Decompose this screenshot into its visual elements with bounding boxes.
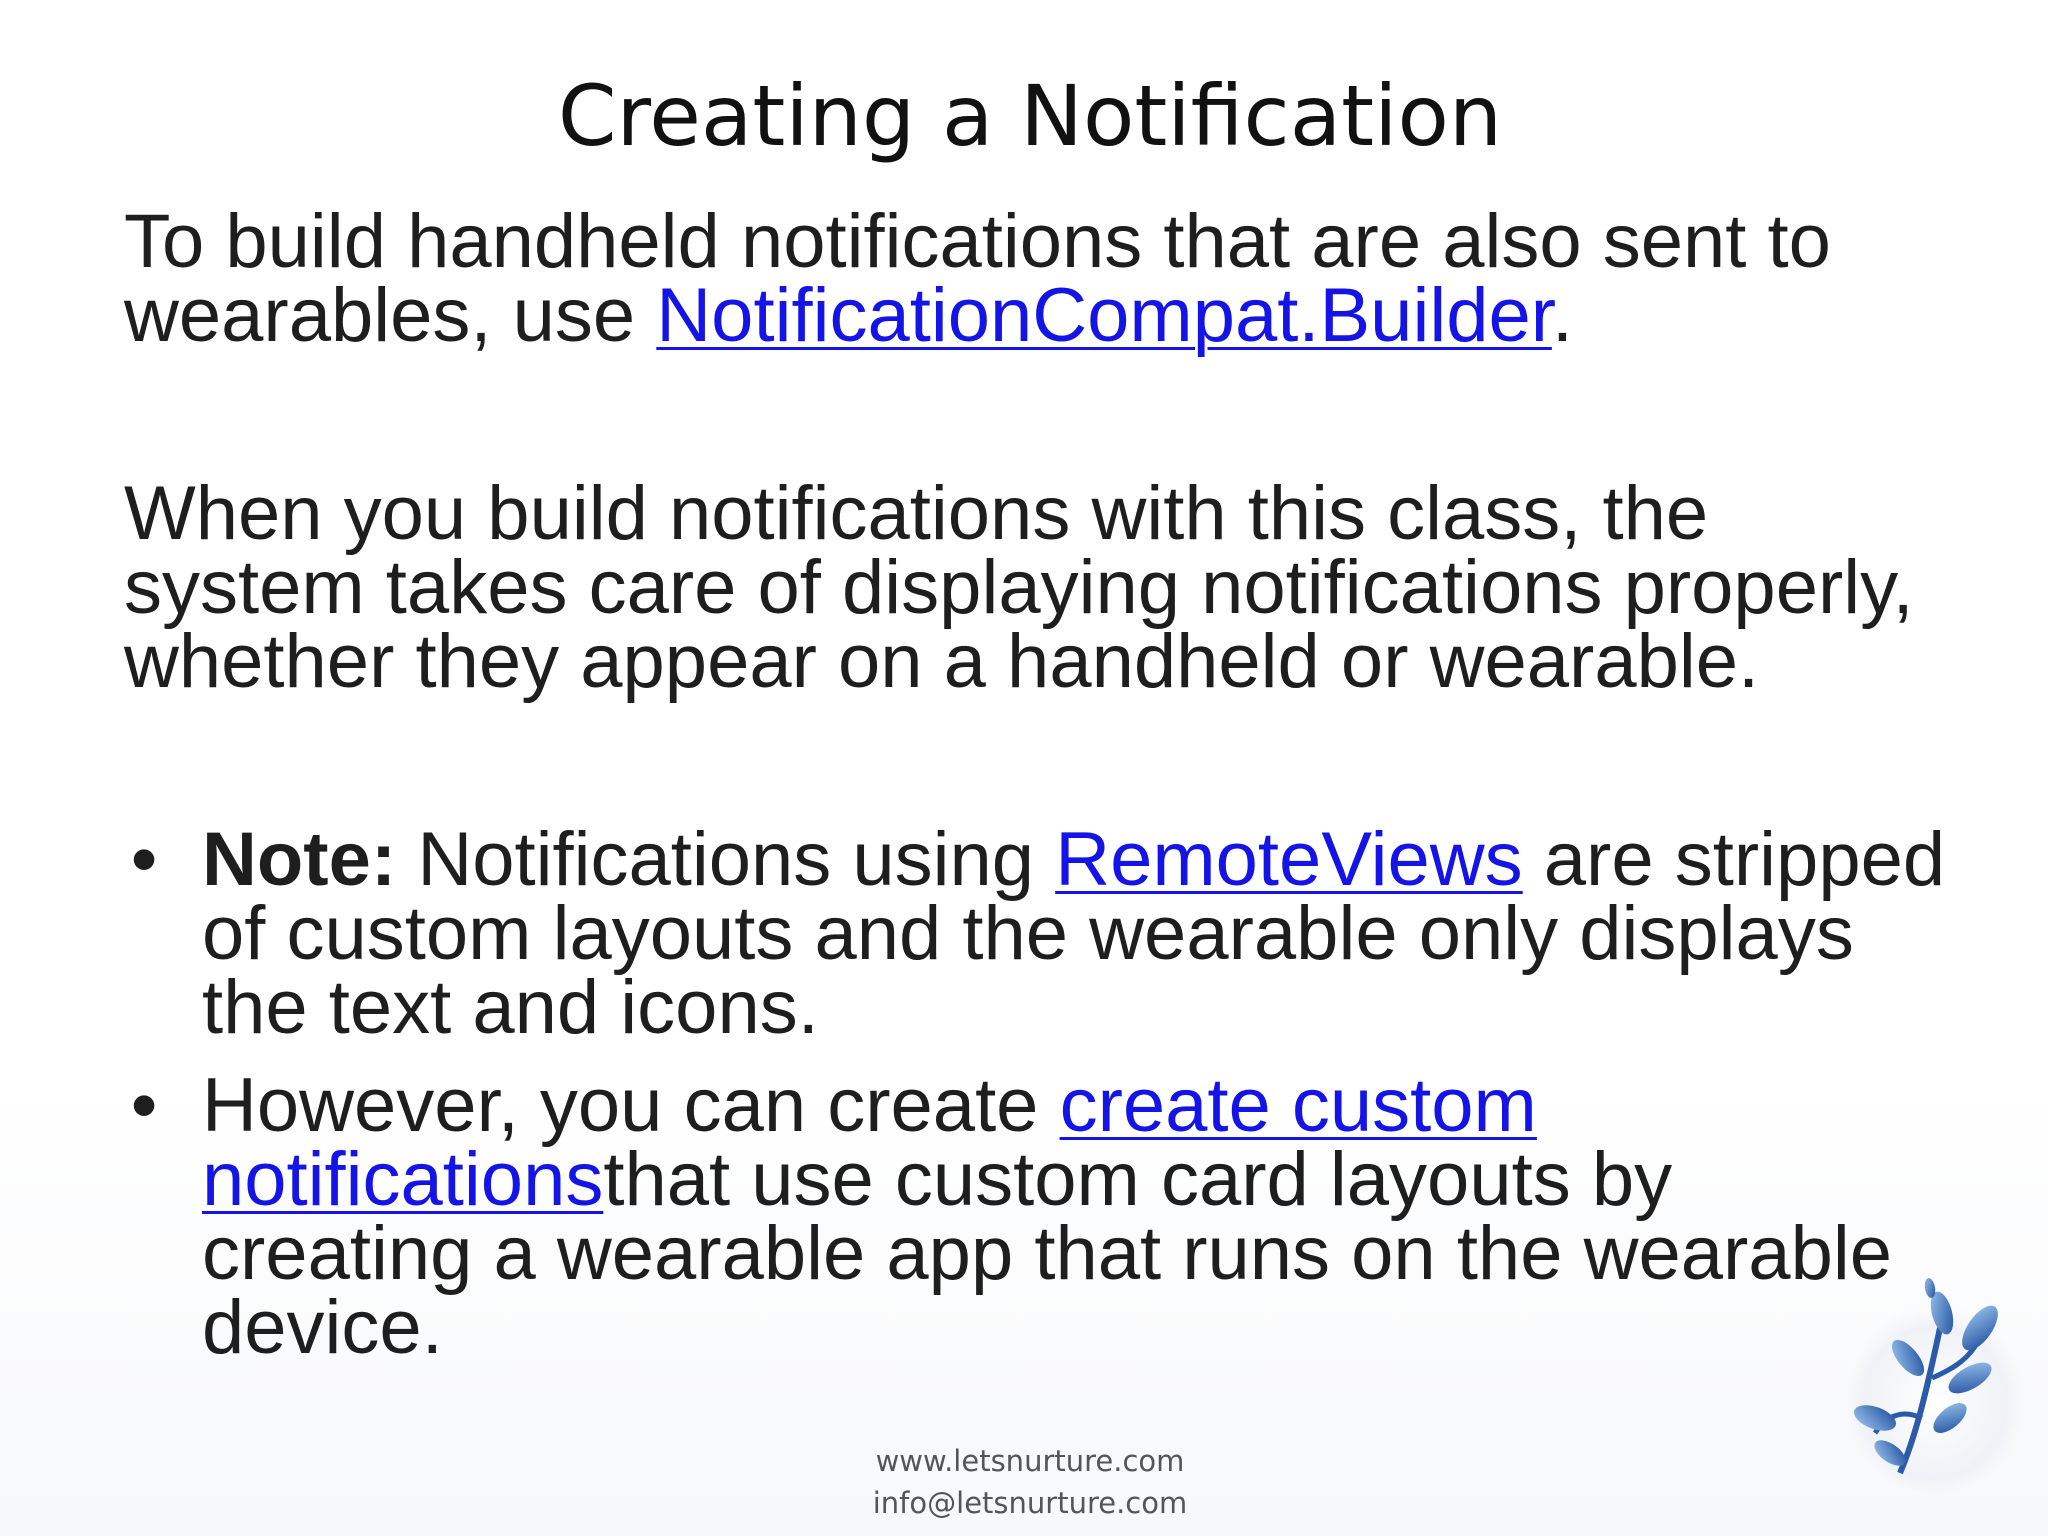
bullet-text: However, you can create (202, 1063, 1060, 1148)
notificationcompat-builder-link[interactable]: NotificationCompat.Builder (656, 273, 1552, 358)
bullet-list (124, 817, 1954, 1370)
bullet-item-custom (124, 1063, 1954, 1370)
bullet-text: Notifications using (396, 817, 1056, 902)
remoteviews-link[interactable]: RemoteViews (1055, 817, 1523, 902)
bullet-dot: • (130, 1063, 158, 1148)
paragraph-text: To build handheld notifications that are also sent to wearables, use (124, 199, 1831, 358)
bullet-text: that use custom card layouts by creating a wearable app that runs on the wearable device. (202, 1137, 1892, 1370)
create-custom-notifications-link[interactable]: create custom notifications (202, 1063, 1537, 1222)
leaf-plant-logo-icon (1830, 1268, 2030, 1498)
bullet-item-note (124, 817, 1954, 1050)
footer-website: www.letsnurture.com (875, 1444, 1185, 1478)
paragraph-system-display: When you build notifications with this class, the system takes care of displaying notifications properly, whether they appear on a handheld or wearable. (124, 471, 1914, 704)
bullet-text: are stripped of custom layouts and the wearable only displays the text and icons. (202, 817, 1946, 1050)
paragraph-text: . (1551, 273, 1573, 358)
paragraph-notificationcompat (124, 199, 1954, 358)
footer (0, 1440, 2048, 1524)
slide-title: Creating a Notification (557, 67, 1503, 165)
bullet-dot: • (130, 817, 158, 902)
slide-body (124, 199, 1954, 1389)
note-label: Note: (202, 817, 397, 902)
footer-email: info@letsnurture.com (872, 1486, 1188, 1520)
